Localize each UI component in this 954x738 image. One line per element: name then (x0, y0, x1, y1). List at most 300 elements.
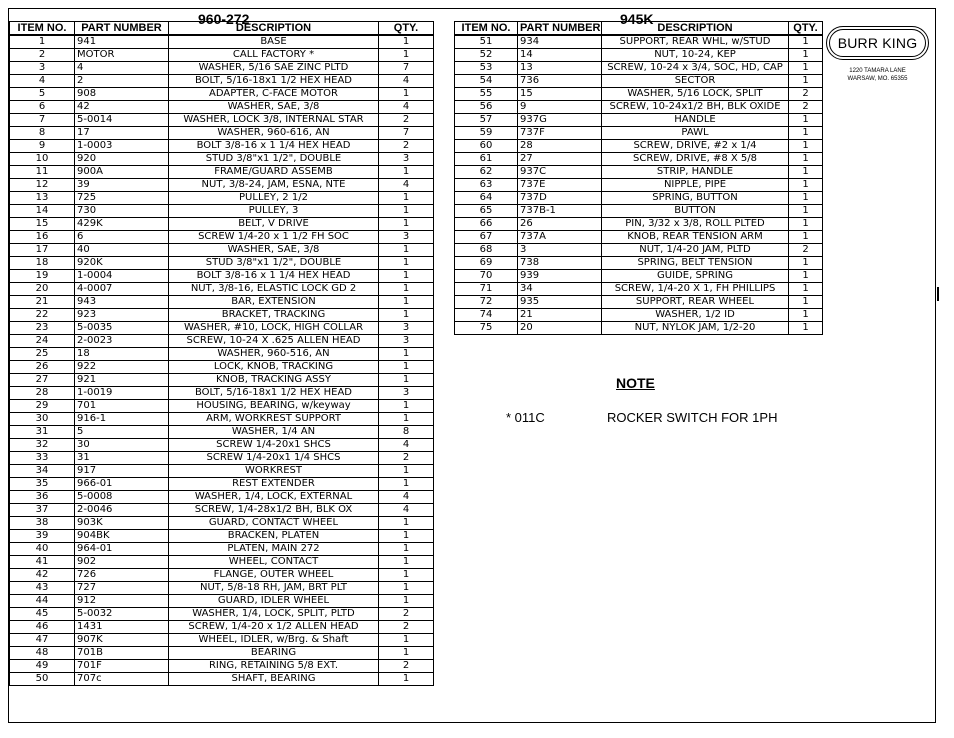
table-row (10, 413, 434, 426)
qty-cell: 2 (789, 244, 823, 257)
table-row (455, 140, 823, 153)
part-number-cell: 964-01 (75, 543, 169, 556)
table-row (10, 270, 434, 283)
description-cell: PULLEY, 2 1/2 (169, 192, 379, 205)
part-number-cell: 4-0007 (75, 283, 169, 296)
description-cell: BOLT 3/8-16 x 1 1/4 HEX HEAD (169, 270, 379, 283)
part-number-cell: 15 (518, 88, 602, 101)
qty-cell: 1 (789, 257, 823, 270)
description-cell: CALL FACTORY * (169, 49, 379, 62)
description-cell: SCREW, 10-24 x 3/4, SOC, HD, CAP (602, 62, 789, 75)
part-number-cell: 738 (518, 257, 602, 270)
table-row (455, 62, 823, 75)
description-cell: NUT, 1/4-20 JAM, PLTD (602, 244, 789, 257)
header-item-no: ITEM NO. (455, 22, 518, 36)
part-number-cell: 9 (518, 101, 602, 114)
qty-cell: 1 (379, 361, 434, 374)
part-number-cell: 5 (75, 426, 169, 439)
description-cell: REST EXTENDER (169, 478, 379, 491)
qty-cell: 1 (789, 49, 823, 62)
item-no-cell: 47 (10, 634, 75, 647)
part-number-cell: 17 (75, 127, 169, 140)
part-number-cell: 14 (518, 49, 602, 62)
item-no-cell: 9 (10, 140, 75, 153)
qty-cell: 1 (379, 543, 434, 556)
qty-cell: 1 (379, 192, 434, 205)
part-number-cell: 42 (75, 101, 169, 114)
qty-cell: 7 (379, 127, 434, 140)
qty-cell: 3 (379, 231, 434, 244)
part-number-cell: 904BK (75, 530, 169, 543)
description-cell: BASE (169, 35, 379, 49)
item-no-cell: 37 (10, 504, 75, 517)
part-number-cell: 13 (518, 62, 602, 75)
description-cell: WASHER, 5/16 LOCK, SPLIT (602, 88, 789, 101)
description-cell: SPRING, BELT TENSION (602, 257, 789, 270)
part-number-cell: 730 (75, 205, 169, 218)
item-no-cell: 62 (455, 166, 518, 179)
item-no-cell: 53 (455, 62, 518, 75)
left-table-header-row (10, 22, 434, 36)
table-row (455, 231, 823, 244)
part-number-cell: 34 (518, 283, 602, 296)
table-row (10, 608, 434, 621)
logo-text: BURR KING (829, 29, 926, 57)
item-no-cell: 6 (10, 101, 75, 114)
part-number-cell: 943 (75, 296, 169, 309)
qty-cell: 4 (379, 504, 434, 517)
item-no-cell: 42 (10, 569, 75, 582)
item-no-cell: 1 (10, 35, 75, 49)
table-row (10, 309, 434, 322)
description-cell: SCREW 1/4-20x1 SHCS (169, 439, 379, 452)
table-row (10, 49, 434, 62)
item-no-cell: 63 (455, 179, 518, 192)
item-no-cell: 71 (455, 283, 518, 296)
part-number-cell: 1-0003 (75, 140, 169, 153)
qty-cell: 1 (379, 647, 434, 660)
right-table-header-row (455, 22, 823, 36)
item-no-cell: 2 (10, 49, 75, 62)
item-no-cell: 66 (455, 218, 518, 231)
item-no-cell: 25 (10, 348, 75, 361)
qty-cell: 1 (379, 166, 434, 179)
qty-cell: 1 (789, 179, 823, 192)
qty-cell: 1 (379, 88, 434, 101)
item-no-cell: 14 (10, 205, 75, 218)
description-cell: GUIDE, SPRING (602, 270, 789, 283)
description-cell: SCREW, DRIVE, #8 X 5/8 (602, 153, 789, 166)
table-row (10, 283, 434, 296)
qty-cell: 1 (379, 309, 434, 322)
description-cell: KNOB, TRACKING ASSY (169, 374, 379, 387)
description-cell: SHAFT, BEARING (169, 673, 379, 686)
qty-cell: 1 (379, 400, 434, 413)
table-row (455, 205, 823, 218)
table-row (10, 88, 434, 101)
table-row (10, 387, 434, 400)
header-qty: QTY. (789, 22, 823, 36)
item-no-cell: 19 (10, 270, 75, 283)
item-no-cell: 43 (10, 582, 75, 595)
description-cell: SCREW, 10-24x1/2 BH, BLK OXIDE (602, 101, 789, 114)
qty-cell: 2 (379, 608, 434, 621)
description-cell: NUT, 3/8-24, JAM, ESNA, NTE (169, 179, 379, 192)
part-number-cell: 726 (75, 569, 169, 582)
table-row (10, 543, 434, 556)
table-row (455, 322, 823, 335)
item-no-cell: 18 (10, 257, 75, 270)
qty-cell: 1 (789, 309, 823, 322)
item-no-cell: 69 (455, 257, 518, 270)
part-number-cell: 935 (518, 296, 602, 309)
part-number-cell: 966-01 (75, 478, 169, 491)
header-description: DESCRIPTION (169, 22, 379, 36)
part-number-cell: 737F (518, 127, 602, 140)
qty-cell: 1 (379, 283, 434, 296)
part-number-cell: 907K (75, 634, 169, 647)
item-no-cell: 51 (455, 35, 518, 49)
part-number-cell: 725 (75, 192, 169, 205)
item-no-cell: 20 (10, 283, 75, 296)
item-no-cell: 17 (10, 244, 75, 257)
qty-cell: 1 (789, 140, 823, 153)
table-row (10, 569, 434, 582)
part-number-cell: 27 (518, 153, 602, 166)
qty-cell: 1 (379, 634, 434, 647)
table-row (10, 504, 434, 517)
item-no-cell: 49 (10, 660, 75, 673)
item-no-cell: 46 (10, 621, 75, 634)
qty-cell: 1 (789, 166, 823, 179)
part-number-cell: 5-0014 (75, 114, 169, 127)
item-no-cell: 5 (10, 88, 75, 101)
qty-cell: 1 (379, 35, 434, 49)
item-no-cell: 72 (455, 296, 518, 309)
item-no-cell: 40 (10, 543, 75, 556)
description-cell: PULLEY, 3 (169, 205, 379, 218)
qty-cell: 4 (379, 439, 434, 452)
qty-cell: 1 (789, 192, 823, 205)
table-row (455, 218, 823, 231)
item-no-cell: 11 (10, 166, 75, 179)
note-text: ROCKER SWITCH FOR 1PH (607, 410, 778, 425)
item-no-cell: 36 (10, 491, 75, 504)
table-row (10, 127, 434, 140)
description-cell: RING, RETAINING 5/8 EXT. (169, 660, 379, 673)
table-row (10, 140, 434, 153)
description-cell: HANDLE (602, 114, 789, 127)
part-number-cell: 1-0004 (75, 270, 169, 283)
item-no-cell: 16 (10, 231, 75, 244)
part-number-cell: 20 (518, 322, 602, 335)
table-row (455, 49, 823, 62)
description-cell: BEARING (169, 647, 379, 660)
address-line-1: 1220 TAMARA LANE (849, 68, 906, 74)
part-number-cell: 21 (518, 309, 602, 322)
description-cell: WASHER, SAE, 3/8 (169, 244, 379, 257)
qty-cell: 1 (789, 153, 823, 166)
qty-cell: 2 (789, 101, 823, 114)
header-item-no: ITEM NO. (10, 22, 75, 36)
qty-cell: 4 (379, 75, 434, 88)
qty-cell: 2 (379, 114, 434, 127)
qty-cell: 1 (789, 283, 823, 296)
description-cell: NUT, 5/8-18 RH, JAM, BRT PLT (169, 582, 379, 595)
table-row (10, 595, 434, 608)
qty-cell: 1 (379, 673, 434, 686)
item-no-cell: 57 (455, 114, 518, 127)
qty-cell: 1 (789, 322, 823, 335)
item-no-cell: 10 (10, 153, 75, 166)
table-row (455, 114, 823, 127)
item-no-cell: 31 (10, 426, 75, 439)
item-no-cell: 39 (10, 530, 75, 543)
header-description: DESCRIPTION (602, 22, 789, 36)
qty-cell: 1 (379, 244, 434, 257)
table-row (455, 257, 823, 270)
description-cell: WASHER, 1/4 AN (169, 426, 379, 439)
description-cell: STUD 3/8"x1 1/2", DOUBLE (169, 153, 379, 166)
qty-cell: 3 (379, 153, 434, 166)
part-number-cell: MOTOR (75, 49, 169, 62)
part-number-cell: 701 (75, 400, 169, 413)
table-row (10, 660, 434, 673)
qty-cell: 1 (789, 114, 823, 127)
table-row (455, 101, 823, 114)
part-number-cell: 908 (75, 88, 169, 101)
left-table-title: 960-272 (198, 11, 250, 27)
item-no-cell: 61 (455, 153, 518, 166)
part-number-cell: 40 (75, 244, 169, 257)
description-cell: SUPPORT, REAR WHL, w/STUD (602, 35, 789, 49)
qty-cell: 1 (379, 478, 434, 491)
header-part-number: PART NUMBER (518, 22, 602, 36)
table-row (10, 465, 434, 478)
part-number-cell: 937C (518, 166, 602, 179)
item-no-cell: 4 (10, 75, 75, 88)
qty-cell: 1 (379, 218, 434, 231)
description-cell: WASHER, LOCK 3/8, INTERNAL STAR (169, 114, 379, 127)
item-no-cell: 55 (455, 88, 518, 101)
table-row (10, 634, 434, 647)
part-number-cell: 737A (518, 231, 602, 244)
part-number-cell: 30 (75, 439, 169, 452)
item-no-cell: 23 (10, 322, 75, 335)
description-cell: WASHER, 5/16 SAE ZINC PLTD (169, 62, 379, 75)
description-cell: FRAME/GUARD ASSEMB (169, 166, 379, 179)
item-no-cell: 64 (455, 192, 518, 205)
item-no-cell: 30 (10, 413, 75, 426)
description-cell: PLATEN, MAIN 272 (169, 543, 379, 556)
part-number-cell: 18 (75, 348, 169, 361)
table-row (10, 426, 434, 439)
part-number-cell: 701F (75, 660, 169, 673)
part-number-cell: 2-0046 (75, 504, 169, 517)
part-number-cell: 941 (75, 35, 169, 49)
qty-cell: 1 (379, 569, 434, 582)
qty-cell: 1 (379, 296, 434, 309)
description-cell: STRIP, HANDLE (602, 166, 789, 179)
qty-cell: 2 (379, 140, 434, 153)
description-cell: SCREW 1/4-20 x 1 1/2 FH SOC (169, 231, 379, 244)
qty-cell: 1 (789, 231, 823, 244)
qty-cell: 4 (379, 101, 434, 114)
description-cell: WASHER, SAE, 3/8 (169, 101, 379, 114)
part-number-cell: 922 (75, 361, 169, 374)
item-no-cell: 56 (455, 101, 518, 114)
qty-cell: 2 (379, 660, 434, 673)
qty-cell: 1 (789, 35, 823, 49)
description-cell: STUD 3/8"x1 1/2", DOUBLE (169, 257, 379, 270)
address-line-2: WARSAW, MO. 65355 (847, 76, 908, 82)
description-cell: NUT, 3/8-16, ELASTIC LOCK GD 2 (169, 283, 379, 296)
part-number-cell: 920 (75, 153, 169, 166)
table-row (10, 296, 434, 309)
part-number-cell: 701B (75, 647, 169, 660)
qty-cell: 1 (789, 218, 823, 231)
item-no-cell: 12 (10, 179, 75, 192)
qty-cell: 3 (379, 322, 434, 335)
table-row (10, 322, 434, 335)
qty-cell: 1 (379, 530, 434, 543)
qty-cell: 2 (379, 452, 434, 465)
edge-mark (937, 287, 939, 301)
part-number-cell: 923 (75, 309, 169, 322)
item-no-cell: 27 (10, 374, 75, 387)
description-cell: BRACKET, TRACKING (169, 309, 379, 322)
description-cell: ARM, WORKREST SUPPORT (169, 413, 379, 426)
qty-cell: 1 (379, 556, 434, 569)
table-row (10, 452, 434, 465)
part-number-cell: 934 (518, 35, 602, 49)
item-no-cell: 34 (10, 465, 75, 478)
description-cell: BUTTON (602, 205, 789, 218)
part-number-cell: 921 (75, 374, 169, 387)
item-no-cell: 32 (10, 439, 75, 452)
description-cell: KNOB, REAR TENSION ARM (602, 231, 789, 244)
table-row (10, 153, 434, 166)
qty-cell: 1 (789, 75, 823, 88)
table-row (10, 556, 434, 569)
table-row (10, 491, 434, 504)
table-row (455, 296, 823, 309)
qty-cell: 2 (789, 88, 823, 101)
table-row (10, 257, 434, 270)
table-row (10, 348, 434, 361)
table-row (10, 621, 434, 634)
description-cell: PAWL (602, 127, 789, 140)
part-number-cell: 5-0035 (75, 322, 169, 335)
description-cell: PIN, 3/32 x 3/8, ROLL PLTED (602, 218, 789, 231)
description-cell: BRACKEN, PLATEN (169, 530, 379, 543)
qty-cell: 1 (379, 517, 434, 530)
table-row (455, 153, 823, 166)
table-row (455, 35, 823, 49)
qty-cell: 1 (379, 348, 434, 361)
item-no-cell: 7 (10, 114, 75, 127)
burr-king-logo (826, 26, 929, 60)
description-cell: WASHER, 1/4, LOCK, SPLIT, PLTD (169, 608, 379, 621)
description-cell: SPRING, BUTTON (602, 192, 789, 205)
part-number-cell: 736 (518, 75, 602, 88)
part-number-cell: 2 (75, 75, 169, 88)
qty-cell: 1 (789, 296, 823, 309)
table-row (10, 647, 434, 660)
item-no-cell: 68 (455, 244, 518, 257)
item-no-cell: 38 (10, 517, 75, 530)
table-row (10, 673, 434, 686)
table-row (455, 309, 823, 322)
right-table-title: 945K (620, 11, 654, 27)
description-cell: SCREW, 1/4-20 X 1, FH PHILLIPS (602, 283, 789, 296)
part-number-cell: 902 (75, 556, 169, 569)
description-cell: ADAPTER, C-FACE MOTOR (169, 88, 379, 101)
description-cell: WASHER, 1/2 ID (602, 309, 789, 322)
part-number-cell: 5-0008 (75, 491, 169, 504)
item-no-cell: 21 (10, 296, 75, 309)
description-cell: SCREW, 1/4-20 x 1/2 ALLEN HEAD (169, 621, 379, 634)
item-no-cell: 29 (10, 400, 75, 413)
left-parts-table (9, 21, 434, 686)
item-no-cell: 35 (10, 478, 75, 491)
item-no-cell: 45 (10, 608, 75, 621)
part-number-cell: 1431 (75, 621, 169, 634)
qty-cell: 3 (379, 335, 434, 348)
company-address (826, 67, 929, 83)
note-heading: NOTE (616, 375, 655, 391)
table-row (10, 179, 434, 192)
table-row (10, 231, 434, 244)
table-row (455, 244, 823, 257)
item-no-cell: 60 (455, 140, 518, 153)
table-row (10, 101, 434, 114)
item-no-cell: 24 (10, 335, 75, 348)
item-no-cell: 28 (10, 387, 75, 400)
description-cell: SCREW, 1/4-28x1/2 BH, BLK OX (169, 504, 379, 517)
description-cell: WHEEL, IDLER, w/Brg. & Shaft (169, 634, 379, 647)
qty-cell: 2 (379, 621, 434, 634)
part-number-cell: 6 (75, 231, 169, 244)
description-cell: GUARD, CONTACT WHEEL (169, 517, 379, 530)
item-no-cell: 33 (10, 452, 75, 465)
header-part-number: PART NUMBER (75, 22, 169, 36)
part-number-cell: 737E (518, 179, 602, 192)
table-row (10, 361, 434, 374)
qty-cell: 1 (379, 465, 434, 478)
part-number-cell: 937G (518, 114, 602, 127)
part-number-cell: 429K (75, 218, 169, 231)
table-row (455, 270, 823, 283)
header-qty: QTY. (379, 22, 434, 36)
description-cell: WASHER, 960-516, AN (169, 348, 379, 361)
qty-cell: 1 (379, 582, 434, 595)
description-cell: SECTOR (602, 75, 789, 88)
part-number-cell: 737B-1 (518, 205, 602, 218)
item-no-cell: 67 (455, 231, 518, 244)
part-number-cell: 903K (75, 517, 169, 530)
description-cell: LOCK, KNOB, TRACKING (169, 361, 379, 374)
part-number-cell: 4 (75, 62, 169, 75)
description-cell: BOLT, 5/16-18x1 1/2 HEX HEAD (169, 387, 379, 400)
table-row (10, 218, 434, 231)
item-no-cell: 70 (455, 270, 518, 283)
description-cell: BOLT 3/8-16 x 1 1/4 HEX HEAD (169, 140, 379, 153)
part-number-cell: 912 (75, 595, 169, 608)
item-no-cell: 48 (10, 647, 75, 660)
item-no-cell: 54 (455, 75, 518, 88)
description-cell: WASHER, 960-616, AN (169, 127, 379, 140)
